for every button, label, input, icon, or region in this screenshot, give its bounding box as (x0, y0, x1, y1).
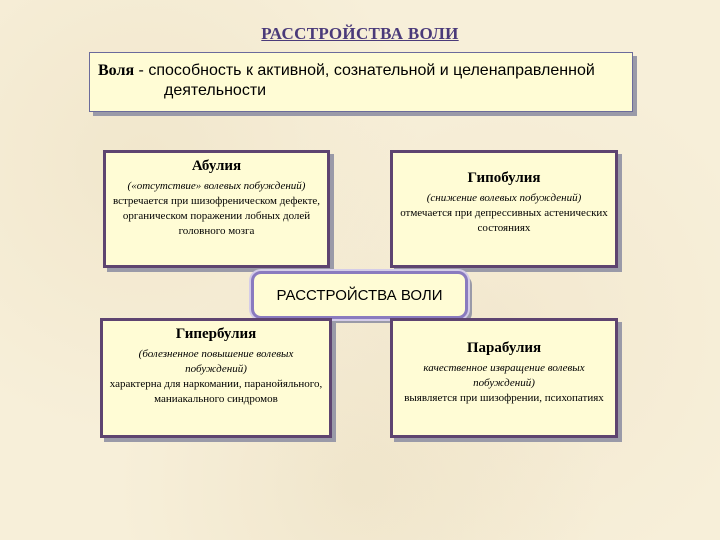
definition-dash: - (134, 62, 149, 79)
definition-term: Воля (98, 62, 135, 79)
card-hyperbulia-title: Гипербулия (175, 326, 257, 342)
card-abulia-title: Абулия (191, 158, 242, 174)
page-title: РАССТРОЙСТВА ВОЛИ (261, 24, 459, 43)
definition-text-line2: деятельности (164, 82, 267, 99)
card-hypobulia (390, 150, 618, 268)
card-hyperbulia (100, 318, 332, 438)
card-abulia-description: встречается при шизофреническом дефекте, органическом поражении лобных долей головного мозга (112, 195, 321, 237)
card-hyperbulia-description: характерна для наркомании, паранойяльного, маниакального синдромов (109, 378, 323, 405)
definition-box (89, 52, 633, 112)
center-label-box (251, 271, 468, 319)
card-parabulia-description: выявляется при шизофрении, психопатиях (404, 392, 604, 404)
center-label: РАССТРОЙСТВА ВОЛИ (276, 286, 443, 304)
card-abulia (103, 150, 330, 268)
card-hypobulia-description: отмечается при депрессивных астенических состояниях (400, 207, 608, 234)
card-abulia-subtitle: («отсутствие» волевых побуждений) (127, 180, 306, 192)
card-parabulia-subtitle: качественное извращение волевых побуждений) (423, 362, 585, 389)
definition-line-1 (98, 61, 624, 81)
card-hypobulia-subtitle: (снижение волевых побуждений) (426, 192, 582, 204)
definition-text-line1: способность к активной, сознательной и целенаправленной (148, 62, 595, 79)
card-parabulia (390, 318, 618, 438)
card-hyperbulia-subtitle: (болезненное повышение волевых побуждений) (138, 348, 294, 375)
card-hypobulia-title: Гипобулия (467, 170, 541, 186)
card-parabulia-title: Парабулия (466, 340, 542, 356)
